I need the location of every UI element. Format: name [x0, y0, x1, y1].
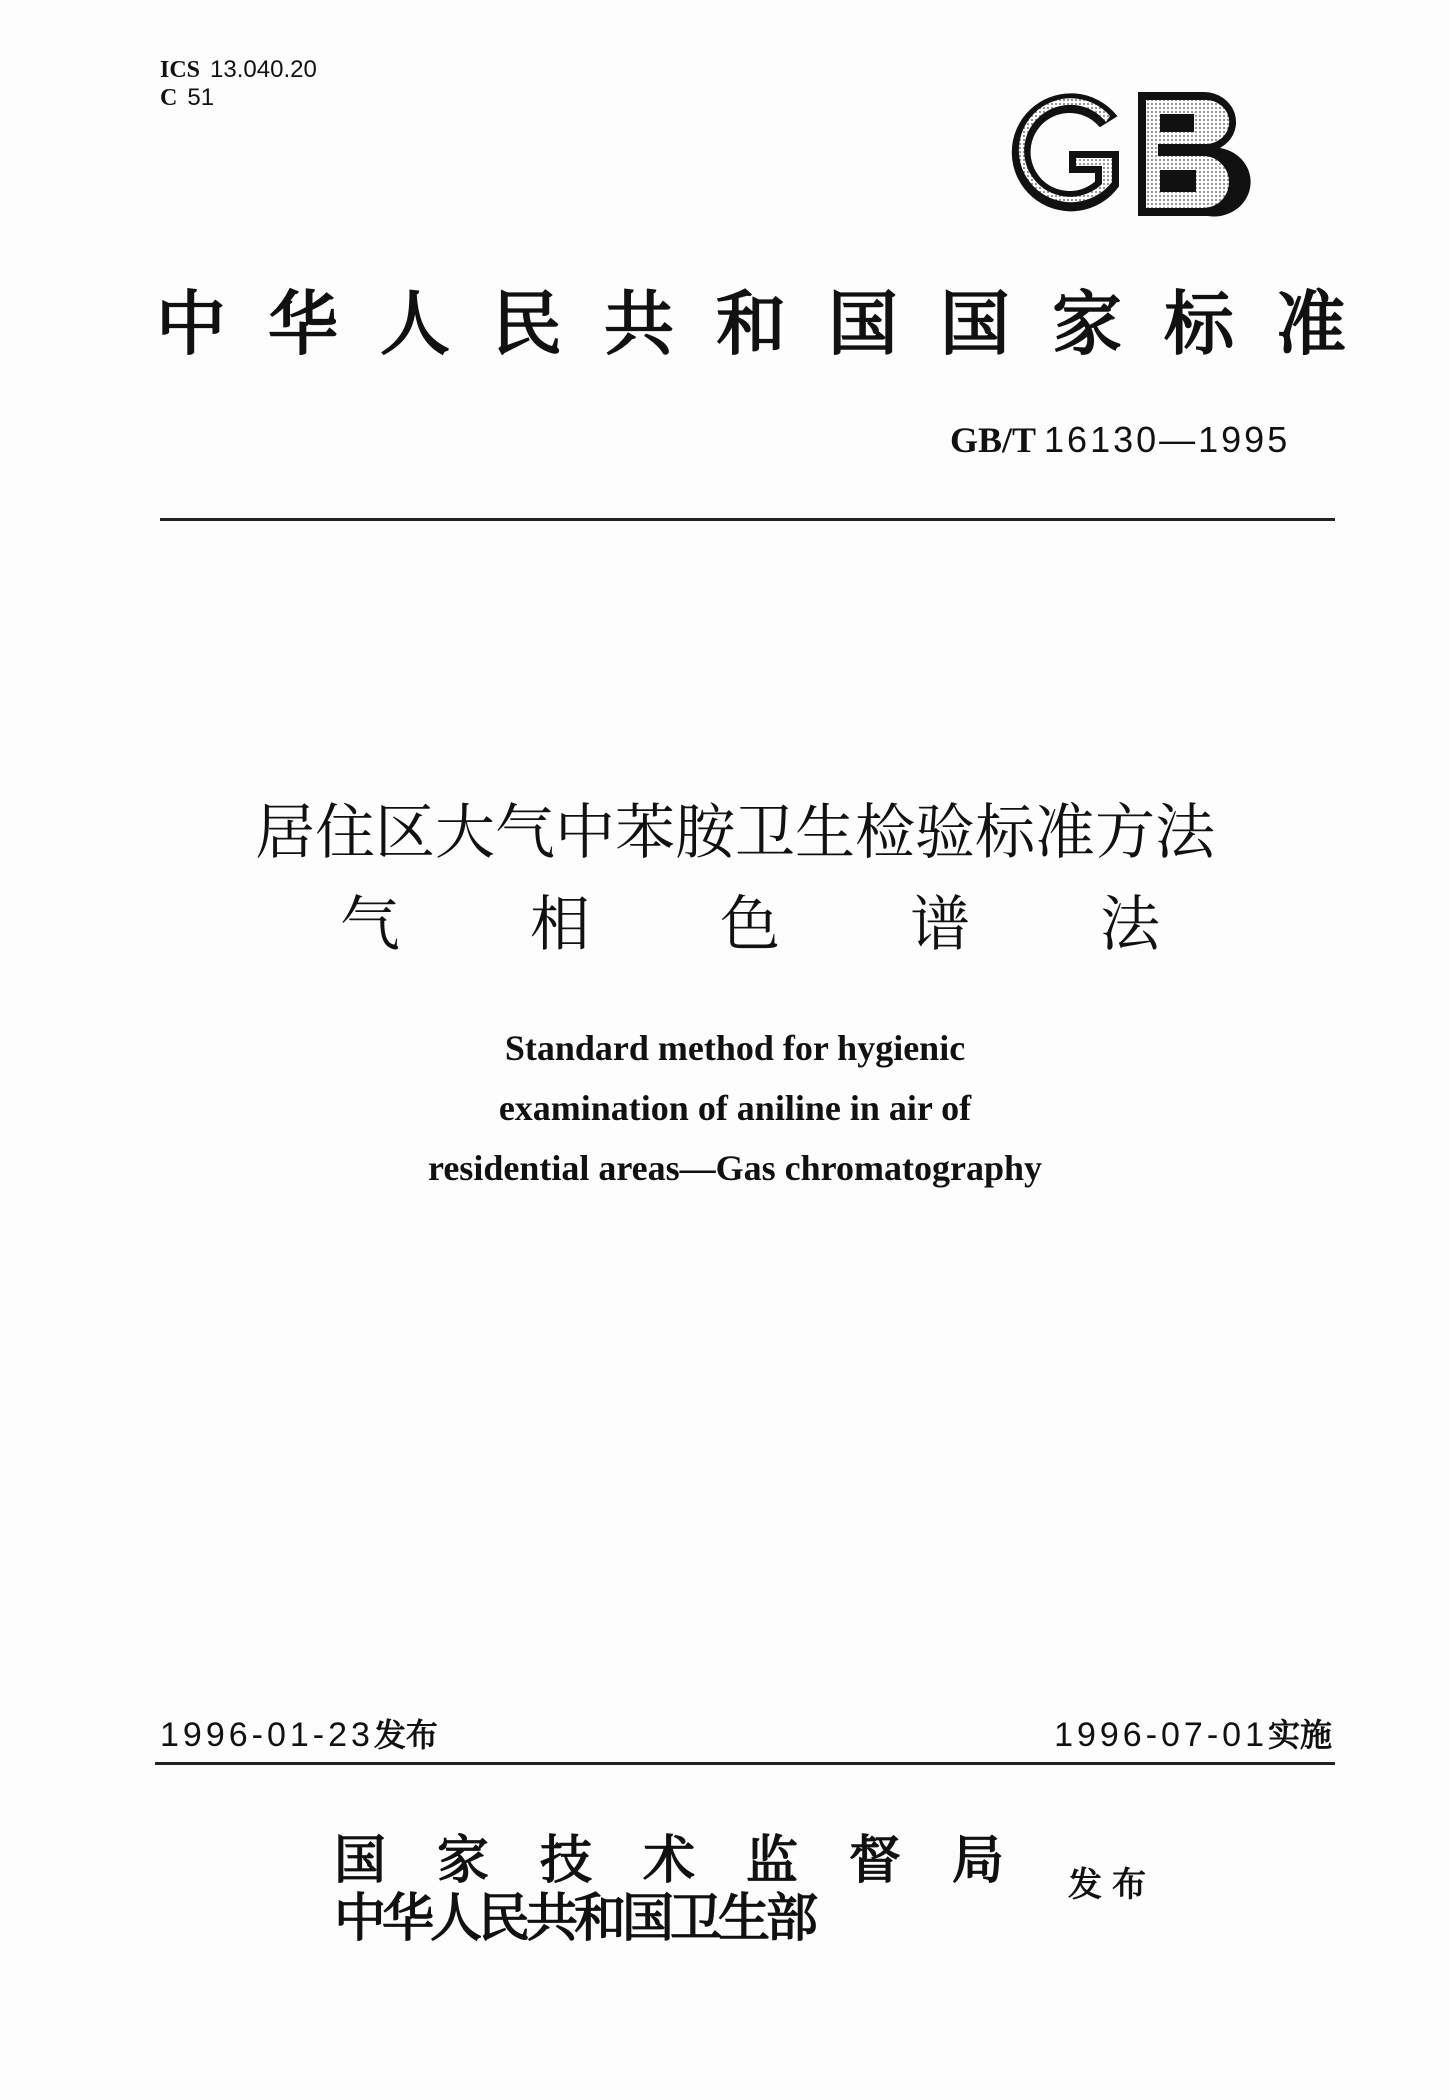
- issuer-char: 监: [745, 1830, 798, 1891]
- chinese-title-char: 色: [720, 890, 780, 960]
- chinese-title-char: 谱: [910, 890, 970, 960]
- chinese-title-line-1: 居住区大气中苯胺卫生检验标准方法: [255, 798, 1215, 868]
- chinese-title-char: 法: [1100, 890, 1160, 960]
- header-char: 华: [268, 283, 338, 365]
- gb-logo-letter-g: [1013, 94, 1118, 210]
- issuers-issue-label: 发布: [1068, 1865, 1156, 1905]
- header-char: 中: [156, 283, 226, 365]
- header-char: 共: [604, 283, 674, 365]
- ccs-row: [160, 84, 317, 112]
- ics-code: 13.040.20: [210, 56, 317, 83]
- ics-row: [160, 56, 317, 84]
- header-char: 和: [716, 283, 786, 365]
- gb-logo-letter-b: [1138, 92, 1251, 216]
- issuer-char: 术: [642, 1830, 695, 1891]
- ics-label: ICS: [160, 57, 201, 83]
- header-char: 标: [1164, 283, 1234, 365]
- issuer-line-1: [334, 1832, 1004, 1890]
- header-char: 准: [1276, 283, 1346, 365]
- header-char: 国: [940, 283, 1010, 365]
- english-title-line: Standard method for hygienic: [504, 1028, 966, 1068]
- standard-prefix: GB/T: [950, 420, 1037, 460]
- chinese-title-line-2: [340, 888, 1160, 962]
- effective-date: [1054, 1714, 1332, 1756]
- english-title-line: residential areas—Gas chromatography: [428, 1148, 1042, 1188]
- effective-date-label: 实施: [1267, 1716, 1332, 1754]
- issue-date-label: 发布: [373, 1716, 438, 1754]
- classification-codes: [160, 56, 317, 112]
- chinese-title-char: 气: [340, 890, 400, 960]
- issue-date: [160, 1714, 438, 1756]
- gb-logo: [998, 86, 1254, 222]
- header-char: 民: [492, 283, 562, 365]
- header-title: [156, 284, 1346, 364]
- top-divider: [160, 518, 1335, 521]
- bottom-divider: [155, 1762, 1335, 1765]
- header-char: 国: [828, 283, 898, 365]
- standard-code: [950, 418, 1290, 463]
- standard-number: 16130—1995: [1044, 419, 1291, 460]
- issuing-authorities: [334, 1832, 1004, 1948]
- issuer-char: 家: [436, 1830, 489, 1891]
- ccs-label: C: [160, 85, 178, 111]
- english-title: [0, 1018, 1450, 1198]
- ccs-code: 51: [187, 84, 215, 111]
- header-char: 家: [1052, 283, 1122, 365]
- issuer-char: 局: [951, 1830, 1004, 1891]
- chinese-title-char: 相: [530, 890, 590, 960]
- issuer-char: 国: [334, 1830, 387, 1891]
- issuer-char: 督: [848, 1830, 901, 1891]
- header-char: 人: [380, 283, 450, 365]
- effective-date-value: 1996-07-01: [1054, 1716, 1268, 1754]
- english-title-line: examination of aniline in air of: [498, 1088, 972, 1128]
- issuer-char: 技: [539, 1830, 592, 1891]
- issue-date-value: 1996-01-23: [160, 1716, 374, 1754]
- issuer-line-2: 中华人民共和国卫生部: [334, 1888, 815, 1949]
